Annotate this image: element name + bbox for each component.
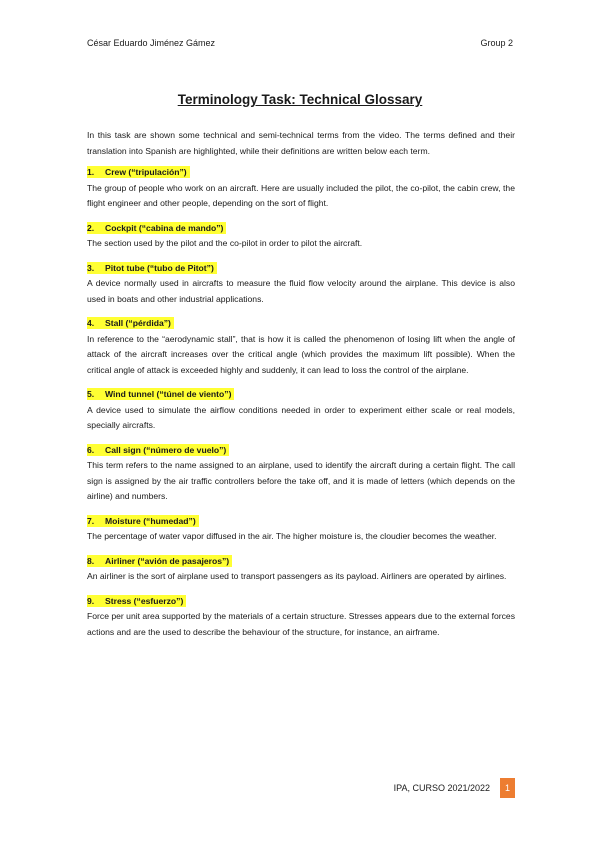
glossary-entry bbox=[87, 221, 515, 252]
term-heading bbox=[87, 221, 515, 237]
term-heading bbox=[87, 514, 515, 530]
term-number: 2. bbox=[87, 222, 95, 233]
term-number: 9. bbox=[87, 595, 95, 606]
term-heading bbox=[87, 165, 515, 181]
term-highlight bbox=[87, 555, 232, 567]
term-text: Call sign (“número de vuelo”) bbox=[105, 444, 227, 455]
term-definition: The section used by the pilot and the co-pilot in order to pilot the aircraft. bbox=[87, 238, 363, 248]
term-text: Crew (“tripulación”) bbox=[105, 167, 187, 177]
term-text: Airliner (“avión de pasajeros”) bbox=[105, 555, 230, 566]
glossary-entry bbox=[87, 514, 515, 545]
term-highlight bbox=[87, 388, 234, 400]
term-number: 1. bbox=[87, 167, 95, 177]
term-text: Stress (“esfuerzo”) bbox=[105, 595, 184, 606]
term-highlight bbox=[87, 166, 190, 178]
intro-paragraph: In this task are shown some technical and semi-technical terms from the video. The terms defined and their translation into Spanish are highlighted, while their definitions are written below each term. bbox=[87, 130, 515, 156]
term-definition: An airliner is the sort of airplane used to transport passengers as its payload. Airliners are operated by airlines. bbox=[87, 571, 507, 581]
term-text: Moisture (“humedad”) bbox=[105, 515, 196, 526]
term-highlight bbox=[87, 262, 217, 274]
term-definition: A device used to simulate the airflow conditions needed in order to experiment either scale or real models, specially aircrafts. bbox=[87, 404, 515, 430]
glossary-entry bbox=[87, 594, 515, 641]
term-text: Wind tunnel (“túnel de viento”) bbox=[105, 389, 232, 399]
term-definition: This term refers to the name assigned to an airplane, used to identify the aircraft during a certain flight. The call sign is assigned by the air traffic controllers before the take off, and it is made of letters (which depends on the airline) and numbers. bbox=[87, 460, 515, 501]
term-definition: The group of people who work on an aircraft. Here are usually included the pilot, the co-pilot, the cabin crew, the flight engineer and other people, depending on the sort of flight. bbox=[87, 182, 515, 208]
group-label: Group 2 bbox=[480, 38, 513, 48]
term-highlight bbox=[87, 444, 229, 456]
term-highlight bbox=[87, 222, 226, 234]
glossary-entry bbox=[87, 316, 515, 378]
term-text: Stall (“pérdida”) bbox=[105, 318, 171, 328]
term-text: Cockpit (“cabina de mando”) bbox=[105, 222, 224, 233]
page-header bbox=[87, 38, 513, 48]
glossary-entry bbox=[87, 387, 515, 434]
glossary-entry bbox=[87, 165, 515, 212]
term-number: 3. bbox=[87, 262, 95, 273]
term-highlight bbox=[87, 595, 186, 607]
page-footer bbox=[394, 778, 515, 798]
glossary-entry bbox=[87, 443, 515, 505]
term-definition: The percentage of water vapor diffused in the air. The higher moisture is, the cloudier becomes the weather. bbox=[87, 531, 497, 541]
course-label: IPA, CURSO 2021/2022 bbox=[393, 783, 490, 793]
term-definition: Force per unit area supported by the materials of a certain structure. Stresses appears due to the external forces actions and are the used to describe the behaviour of the structure, for instance, an airframe. bbox=[87, 611, 516, 637]
term-number: 5. bbox=[87, 389, 95, 399]
page-number-badge: 1 bbox=[500, 778, 515, 798]
term-heading bbox=[87, 261, 515, 277]
term-number: 8. bbox=[87, 555, 95, 566]
term-highlight bbox=[87, 317, 174, 329]
term-heading bbox=[87, 387, 515, 403]
glossary-entry bbox=[87, 261, 515, 308]
term-number: 4. bbox=[87, 318, 95, 328]
term-heading bbox=[87, 554, 515, 570]
term-definition: In reference to the “aerodynamic stall”, that is how it is called the phenomenon of losing lift when the angle of attack of the aircraft increases over the critical angle (which provides the maximum lift possible). When the critical angle of attack is exceeded highly and suddenly, it can lead to loss the control of the airplane. bbox=[87, 333, 515, 375]
term-definition: A device normally used in aircrafts to measure the fluid flow velocity around the airplane. This device is also used in boats and other industrial applications. bbox=[87, 278, 515, 304]
term-heading bbox=[87, 316, 515, 332]
term-number: 6. bbox=[87, 444, 95, 455]
term-heading bbox=[87, 594, 515, 610]
term-text: Pitot tube (“tubo de Pitot”) bbox=[105, 262, 214, 273]
term-highlight bbox=[87, 515, 199, 527]
document-title: Terminology Task: Technical Glossary bbox=[177, 92, 423, 107]
glossary-entry bbox=[87, 554, 515, 585]
term-heading bbox=[87, 443, 515, 459]
term-number: 7. bbox=[87, 515, 95, 526]
author-name: César Eduardo Jiménez Gámez bbox=[87, 38, 216, 48]
document-body bbox=[87, 128, 515, 649]
